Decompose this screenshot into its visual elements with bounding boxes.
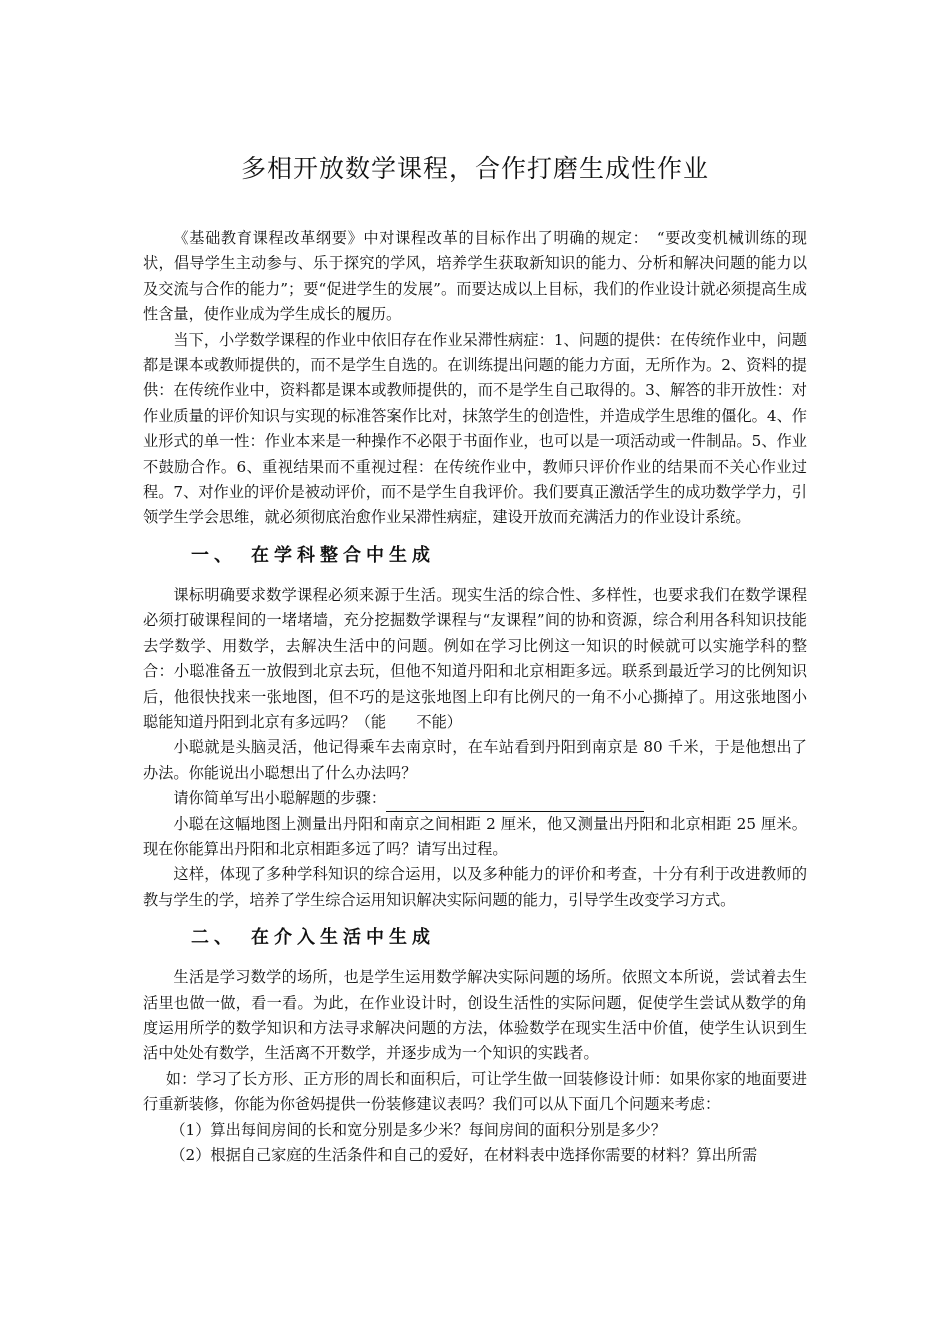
document-body — [143, 226, 807, 1168]
section-1-paragraph-2: 小聪就是头脑灵活，他记得乘车去南京时，在车站看到丹阳到南京是 80 千米，于是他想出了办法。你能说出小聪想出了什么办法吗？ — [143, 738, 807, 782]
document-title: 多相开放数学课程，合作打磨生成性作业 — [240, 153, 709, 183]
steps-prompt: 请你简单写出小聪解题的步骤： — [173, 789, 387, 808]
section-1-prompt-line — [143, 786, 807, 811]
section-1-paragraph-1: 课标明确要求数学课程必须来源于生活。现实生活的综合性、多样性，也要求我们在数学课程必须打破课程间的一堵堵墙，充分挖掘数学课程与“友课程”间的协和资源，综合利用各科知识技能去学数学、用数学，去解决生活中的问题。例如在学习比例这一知识的时候就可以实施学科的整合：小聪准备五一放假到北京去玩，但他不知道丹阳和北京相距多远。联系到最近学习的比例知识后，他很快找来一张地图，但不巧的是这张地图上印有比例尺的一角不小心撕掉了。用这张地图小聪能知道丹阳到北京有多远吗？（能 不能） — [143, 585, 807, 731]
section-2-item-1: （1）算出每间房间的长和宽分别是多少米？每间房间的面积分别是多少？ — [170, 1120, 667, 1139]
intro-paragraph-2: 当下，小学数学课程的作业中依旧存在作业呆滞性病症：1、问题的提供：在传统作业中，问题都是课本或教师提供的，而不是学生自选的。在训练提出问题的能力方面，无所作为。2、资料的提供：在传统作业中，资料都是课本或教师提供的，而不是学生自己取得的。3、解答的非开放性：对作业质量的评价知识与实现的标准答案作比对，抹煞学生的创造性，并造成学生思维的僵化。4、作业形式的单一性：作业本来是一种操作不必限于书面作业，也可以是一项活动或一件制品。5、作业不鼓励合作。6、重视结果而不重视过程：在传统作业中，教师只评价作业的结果而不关心作业过程。7、对作业的评价是被动评价，而不是学生自我评价。我们要真正激活学生的成功数学学力，引领学生学会思维，就必须彻底治愈作业呆滞性病症，建设开放而充满活力的作业设计系统。 — [143, 330, 807, 527]
section-2-example: 如：学习了长方形、正方形的周长和面积后，可让学生做一回装修设计师：如果你家的地面要进行重新装修，你能为你爸妈提供一份装修建议表吗？我们可以从下面几个问题来考虑： — [143, 1069, 807, 1114]
section-1-paragraph-4: 这样，体现了多种学科知识的综合运用，以及多种能力的评价和考查，十分有利于改进教师的教与学生的学，培养了学生综合运用知识解决实际问题的能力，引导学生改变学习方式。 — [143, 865, 807, 909]
answer-blank — [386, 795, 644, 812]
section-1-paragraph-3: 小聪在这幅地图上测量出丹阳和南京之间相距 2 厘米，他又测量出丹阳和北京相距 25 厘米。现在你能算出丹阳和北京相距多远了吗？请写出过程。 — [143, 814, 807, 858]
intro-paragraph-1: 《基础教育课程改革纲要》中对课程改革的目标作出了明确的规定： “要改变机械训练的现状，倡导学生主动参与、乐于探究的学风，培养学生获取新知识的能力、分析和解决问题的能力以及交流与合作的能力”；要“促进学生的发展”。而要达成以上目标，我们的作业设计就必须提高生成性含量，使作业成为学生成长的履历。 — [143, 229, 807, 324]
section-2-paragraph-1: 生活是学习数学的场所，也是学生运用数学解决实际问题的场所。依照文本所说，尝试着去生活里也做一做，看一看。为此，在作业设计时，创设生活性的实际问题，促使学生尝试从数学的角度运用所学的数学知识和方法寻求解决问题的方法，体验数学在现实生活中价值，使学生认识到生活中处处有数学，生活离不开数学，并逐步成为一个知识的实践者。 — [143, 968, 807, 1063]
section-2-item-2: （2）根据自己家庭的生活条件和自己的爱好，在材料表中选择你需要的材料？算出所需 — [170, 1146, 758, 1164]
section-1-heading: 一、 在学科整合中生成 — [191, 544, 435, 566]
section-2-heading: 二、 在介入生活中生成 — [191, 927, 435, 949]
